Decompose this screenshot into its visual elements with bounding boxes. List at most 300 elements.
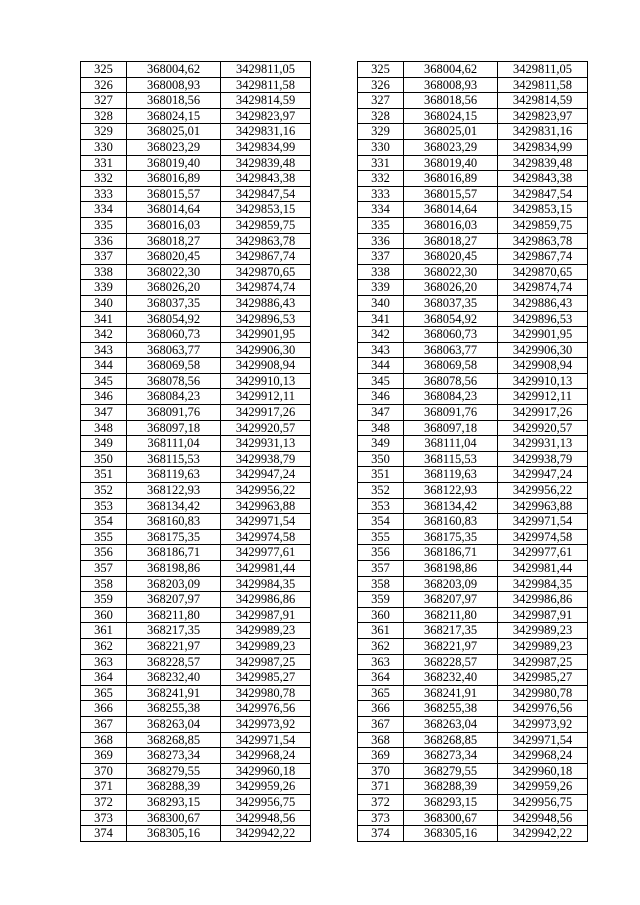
column-gap — [311, 732, 358, 748]
right-point-number-cell: 366 — [358, 701, 404, 717]
right-x-coordinate-cell: 368016,03 — [404, 217, 498, 233]
right-x-coordinate-cell: 368203,09 — [404, 576, 498, 592]
right-point-number-cell: 341 — [358, 311, 404, 327]
right-point-number-cell: 372 — [358, 794, 404, 810]
table-row — [81, 342, 588, 358]
column-gap — [311, 716, 358, 732]
left-y-coordinate-cell: 3429985,27 — [221, 670, 311, 686]
right-point-number-cell: 332 — [358, 171, 404, 187]
column-gap — [311, 654, 358, 670]
right-point-number-cell: 334 — [358, 202, 404, 218]
left-y-coordinate-cell: 3429870,65 — [221, 264, 311, 280]
right-x-coordinate-cell: 368022,30 — [404, 264, 498, 280]
right-x-coordinate-cell: 368015,57 — [404, 186, 498, 202]
table-row — [81, 701, 588, 717]
left-y-coordinate-cell: 3429931,13 — [221, 436, 311, 452]
table-row — [81, 405, 588, 421]
left-y-coordinate-cell: 3429963,88 — [221, 498, 311, 514]
left-point-number-cell: 356 — [81, 545, 127, 561]
left-y-coordinate-cell: 3429971,54 — [221, 514, 311, 530]
column-gap — [311, 794, 358, 810]
left-point-number-cell: 367 — [81, 716, 127, 732]
right-x-coordinate-cell: 368084,23 — [404, 389, 498, 405]
left-point-number-cell: 340 — [81, 295, 127, 311]
left-point-number-cell: 346 — [81, 389, 127, 405]
column-gap — [311, 139, 358, 155]
table-row — [81, 716, 588, 732]
left-x-coordinate-cell: 368069,58 — [127, 358, 221, 374]
left-x-coordinate-cell: 368026,20 — [127, 280, 221, 296]
right-x-coordinate-cell: 368025,01 — [404, 124, 498, 140]
right-y-coordinate-cell: 3429896,53 — [498, 311, 588, 327]
right-point-number-cell: 350 — [358, 451, 404, 467]
left-y-coordinate-cell: 3429908,94 — [221, 358, 311, 374]
right-x-coordinate-cell: 368018,56 — [404, 93, 498, 109]
column-gap — [311, 327, 358, 343]
right-point-number-cell: 352 — [358, 483, 404, 499]
right-y-coordinate-cell: 3429947,24 — [498, 467, 588, 483]
column-gap — [311, 373, 358, 389]
right-y-coordinate-cell: 3429971,54 — [498, 514, 588, 530]
right-x-coordinate-cell: 368023,29 — [404, 139, 498, 155]
right-x-coordinate-cell: 368221,97 — [404, 638, 498, 654]
left-y-coordinate-cell: 3429981,44 — [221, 561, 311, 577]
column-gap — [311, 62, 358, 78]
right-point-number-cell: 325 — [358, 62, 404, 78]
column-gap — [311, 763, 358, 779]
left-x-coordinate-cell: 368025,01 — [127, 124, 221, 140]
left-x-coordinate-cell: 368054,92 — [127, 311, 221, 327]
left-point-number-cell: 365 — [81, 685, 127, 701]
right-y-coordinate-cell: 3429977,61 — [498, 545, 588, 561]
left-y-coordinate-cell: 3429947,24 — [221, 467, 311, 483]
table-row — [81, 62, 588, 78]
right-x-coordinate-cell: 368268,85 — [404, 732, 498, 748]
left-x-coordinate-cell: 368014,64 — [127, 202, 221, 218]
left-point-number-cell: 334 — [81, 202, 127, 218]
right-x-coordinate-cell: 368014,64 — [404, 202, 498, 218]
left-x-coordinate-cell: 368305,16 — [127, 826, 221, 842]
left-y-coordinate-cell: 3429948,56 — [221, 810, 311, 826]
left-x-coordinate-cell: 368119,63 — [127, 467, 221, 483]
right-y-coordinate-cell: 3429843,38 — [498, 171, 588, 187]
right-point-number-cell: 337 — [358, 249, 404, 265]
right-x-coordinate-cell: 368037,35 — [404, 295, 498, 311]
left-y-coordinate-cell: 3429906,30 — [221, 342, 311, 358]
column-gap — [311, 264, 358, 280]
left-x-coordinate-cell: 368134,42 — [127, 498, 221, 514]
right-x-coordinate-cell: 368175,35 — [404, 529, 498, 545]
left-x-coordinate-cell: 368203,09 — [127, 576, 221, 592]
right-x-coordinate-cell: 368288,39 — [404, 779, 498, 795]
left-point-number-cell: 358 — [81, 576, 127, 592]
right-y-coordinate-cell: 3429863,78 — [498, 233, 588, 249]
column-gap — [311, 638, 358, 654]
left-point-number-cell: 329 — [81, 124, 127, 140]
left-x-coordinate-cell: 368273,34 — [127, 748, 221, 764]
table-row — [81, 685, 588, 701]
right-y-coordinate-cell: 3429948,56 — [498, 810, 588, 826]
right-y-coordinate-cell: 3429974,58 — [498, 529, 588, 545]
left-x-coordinate-cell: 368241,91 — [127, 685, 221, 701]
left-y-coordinate-cell: 3429823,97 — [221, 108, 311, 124]
right-point-number-cell: 354 — [358, 514, 404, 530]
right-y-coordinate-cell: 3429938,79 — [498, 451, 588, 467]
right-x-coordinate-cell: 368026,20 — [404, 280, 498, 296]
left-point-number-cell: 327 — [81, 93, 127, 109]
right-y-coordinate-cell: 3429920,57 — [498, 420, 588, 436]
table-row — [81, 93, 588, 109]
column-gap — [311, 77, 358, 93]
right-point-number-cell: 327 — [358, 93, 404, 109]
left-point-number-cell: 350 — [81, 451, 127, 467]
right-point-number-cell: 353 — [358, 498, 404, 514]
table-row — [81, 592, 588, 608]
left-x-coordinate-cell: 368288,39 — [127, 779, 221, 795]
right-point-number-cell: 346 — [358, 389, 404, 405]
left-y-coordinate-cell: 3429984,35 — [221, 576, 311, 592]
left-x-coordinate-cell: 368268,85 — [127, 732, 221, 748]
right-point-number-cell: 335 — [358, 217, 404, 233]
right-y-coordinate-cell: 3429831,16 — [498, 124, 588, 140]
right-y-coordinate-cell: 3429959,26 — [498, 779, 588, 795]
right-point-number-cell: 363 — [358, 654, 404, 670]
left-y-coordinate-cell: 3429956,22 — [221, 483, 311, 499]
column-gap — [311, 233, 358, 249]
left-y-coordinate-cell: 3429811,05 — [221, 62, 311, 78]
left-y-coordinate-cell: 3429976,56 — [221, 701, 311, 717]
right-point-number-cell: 365 — [358, 685, 404, 701]
left-y-coordinate-cell: 3429811,58 — [221, 77, 311, 93]
left-y-coordinate-cell: 3429853,15 — [221, 202, 311, 218]
right-point-number-cell: 338 — [358, 264, 404, 280]
column-gap — [311, 342, 358, 358]
left-x-coordinate-cell: 368018,56 — [127, 93, 221, 109]
table-row — [81, 436, 588, 452]
right-point-number-cell: 358 — [358, 576, 404, 592]
column-gap — [311, 171, 358, 187]
right-y-coordinate-cell: 3429963,88 — [498, 498, 588, 514]
left-x-coordinate-cell: 368020,45 — [127, 249, 221, 265]
right-point-number-cell: 331 — [358, 155, 404, 171]
table-row — [81, 389, 588, 405]
right-x-coordinate-cell: 368228,57 — [404, 654, 498, 670]
left-point-number-cell: 328 — [81, 108, 127, 124]
right-y-coordinate-cell: 3429960,18 — [498, 763, 588, 779]
left-x-coordinate-cell: 368115,53 — [127, 451, 221, 467]
table-row — [81, 514, 588, 530]
right-point-number-cell: 361 — [358, 623, 404, 639]
left-x-coordinate-cell: 368022,30 — [127, 264, 221, 280]
column-gap — [311, 623, 358, 639]
column-gap — [311, 826, 358, 842]
right-y-coordinate-cell: 3429834,99 — [498, 139, 588, 155]
left-point-number-cell: 370 — [81, 763, 127, 779]
left-y-coordinate-cell: 3429942,22 — [221, 826, 311, 842]
left-x-coordinate-cell: 368084,23 — [127, 389, 221, 405]
column-gap — [311, 483, 358, 499]
left-y-coordinate-cell: 3429973,92 — [221, 716, 311, 732]
left-point-number-cell: 347 — [81, 405, 127, 421]
table-row — [81, 171, 588, 187]
table-row — [81, 358, 588, 374]
right-point-number-cell: 357 — [358, 561, 404, 577]
left-y-coordinate-cell: 3429839,48 — [221, 155, 311, 171]
table-row — [81, 638, 588, 654]
column-gap — [311, 545, 358, 561]
left-x-coordinate-cell: 368111,04 — [127, 436, 221, 452]
table-row — [81, 654, 588, 670]
right-y-coordinate-cell: 3429917,26 — [498, 405, 588, 421]
right-x-coordinate-cell: 368060,73 — [404, 327, 498, 343]
left-x-coordinate-cell: 368023,29 — [127, 139, 221, 155]
left-point-number-cell: 361 — [81, 623, 127, 639]
column-gap — [311, 249, 358, 265]
table-row — [81, 545, 588, 561]
column-gap — [311, 701, 358, 717]
right-y-coordinate-cell: 3429906,30 — [498, 342, 588, 358]
table-row — [81, 467, 588, 483]
right-y-coordinate-cell: 3429987,91 — [498, 607, 588, 623]
left-point-number-cell: 339 — [81, 280, 127, 296]
left-x-coordinate-cell: 368015,57 — [127, 186, 221, 202]
left-point-number-cell: 373 — [81, 810, 127, 826]
right-y-coordinate-cell: 3429971,54 — [498, 732, 588, 748]
left-y-coordinate-cell: 3429863,78 — [221, 233, 311, 249]
right-point-number-cell: 343 — [358, 342, 404, 358]
left-y-coordinate-cell: 3429987,91 — [221, 607, 311, 623]
right-point-number-cell: 349 — [358, 436, 404, 452]
right-x-coordinate-cell: 368078,56 — [404, 373, 498, 389]
left-y-coordinate-cell: 3429867,74 — [221, 249, 311, 265]
right-x-coordinate-cell: 368186,71 — [404, 545, 498, 561]
right-y-coordinate-cell: 3429847,54 — [498, 186, 588, 202]
coordinates-table — [80, 61, 588, 842]
left-y-coordinate-cell: 3429901,95 — [221, 327, 311, 343]
right-x-coordinate-cell: 368279,55 — [404, 763, 498, 779]
column-gap — [311, 186, 358, 202]
column-gap — [311, 124, 358, 140]
right-point-number-cell: 342 — [358, 327, 404, 343]
column-gap — [311, 451, 358, 467]
table-row — [81, 529, 588, 545]
right-x-coordinate-cell: 368207,97 — [404, 592, 498, 608]
column-gap — [311, 514, 358, 530]
right-point-number-cell: 351 — [358, 467, 404, 483]
left-point-number-cell: 342 — [81, 327, 127, 343]
left-point-number-cell: 360 — [81, 607, 127, 623]
left-point-number-cell: 372 — [81, 794, 127, 810]
right-point-number-cell: 367 — [358, 716, 404, 732]
column-gap — [311, 670, 358, 686]
left-point-number-cell: 353 — [81, 498, 127, 514]
right-x-coordinate-cell: 368020,45 — [404, 249, 498, 265]
left-y-coordinate-cell: 3429989,23 — [221, 623, 311, 639]
left-x-coordinate-cell: 368221,97 — [127, 638, 221, 654]
right-x-coordinate-cell: 368024,15 — [404, 108, 498, 124]
left-point-number-cell: 364 — [81, 670, 127, 686]
right-y-coordinate-cell: 3429931,13 — [498, 436, 588, 452]
left-point-number-cell: 325 — [81, 62, 127, 78]
right-point-number-cell: 333 — [358, 186, 404, 202]
right-y-coordinate-cell: 3429989,23 — [498, 623, 588, 639]
right-point-number-cell: 373 — [358, 810, 404, 826]
right-point-number-cell: 368 — [358, 732, 404, 748]
table-row — [81, 202, 588, 218]
column-gap — [311, 607, 358, 623]
column-gap — [311, 779, 358, 795]
right-x-coordinate-cell: 368134,42 — [404, 498, 498, 514]
right-point-number-cell: 330 — [358, 139, 404, 155]
left-y-coordinate-cell: 3429974,58 — [221, 529, 311, 545]
left-point-number-cell: 359 — [81, 592, 127, 608]
right-x-coordinate-cell: 368111,04 — [404, 436, 498, 452]
left-point-number-cell: 331 — [81, 155, 127, 171]
table-row — [81, 576, 588, 592]
table-row — [81, 233, 588, 249]
right-point-number-cell: 364 — [358, 670, 404, 686]
left-x-coordinate-cell: 368091,76 — [127, 405, 221, 421]
left-point-number-cell: 333 — [81, 186, 127, 202]
left-x-coordinate-cell: 368198,86 — [127, 561, 221, 577]
right-x-coordinate-cell: 368211,80 — [404, 607, 498, 623]
left-x-coordinate-cell: 368004,62 — [127, 62, 221, 78]
column-gap — [311, 467, 358, 483]
right-y-coordinate-cell: 3429984,35 — [498, 576, 588, 592]
left-x-coordinate-cell: 368018,27 — [127, 233, 221, 249]
table-row — [81, 264, 588, 280]
left-point-number-cell: 330 — [81, 139, 127, 155]
left-y-coordinate-cell: 3429917,26 — [221, 405, 311, 421]
right-x-coordinate-cell: 368091,76 — [404, 405, 498, 421]
right-y-coordinate-cell: 3429956,75 — [498, 794, 588, 810]
left-y-coordinate-cell: 3429874,74 — [221, 280, 311, 296]
left-x-coordinate-cell: 368008,93 — [127, 77, 221, 93]
left-point-number-cell: 341 — [81, 311, 127, 327]
column-gap — [311, 358, 358, 374]
right-point-number-cell: 355 — [358, 529, 404, 545]
right-point-number-cell: 336 — [358, 233, 404, 249]
left-point-number-cell: 368 — [81, 732, 127, 748]
table-row — [81, 186, 588, 202]
left-point-number-cell: 338 — [81, 264, 127, 280]
left-point-number-cell: 336 — [81, 233, 127, 249]
left-point-number-cell: 326 — [81, 77, 127, 93]
right-x-coordinate-cell: 368198,86 — [404, 561, 498, 577]
left-y-coordinate-cell: 3429912,11 — [221, 389, 311, 405]
table-row — [81, 451, 588, 467]
left-y-coordinate-cell: 3429987,25 — [221, 654, 311, 670]
left-point-number-cell: 335 — [81, 217, 127, 233]
left-y-coordinate-cell: 3429886,43 — [221, 295, 311, 311]
left-point-number-cell: 332 — [81, 171, 127, 187]
right-x-coordinate-cell: 368119,63 — [404, 467, 498, 483]
left-point-number-cell: 344 — [81, 358, 127, 374]
table-row — [81, 217, 588, 233]
right-x-coordinate-cell: 368069,58 — [404, 358, 498, 374]
left-x-coordinate-cell: 368078,56 — [127, 373, 221, 389]
left-point-number-cell: 363 — [81, 654, 127, 670]
column-gap — [311, 202, 358, 218]
right-x-coordinate-cell: 368004,62 — [404, 62, 498, 78]
column-gap — [311, 389, 358, 405]
right-y-coordinate-cell: 3429874,74 — [498, 280, 588, 296]
right-point-number-cell: 356 — [358, 545, 404, 561]
left-y-coordinate-cell: 3429959,26 — [221, 779, 311, 795]
left-y-coordinate-cell: 3429986,86 — [221, 592, 311, 608]
column-gap — [311, 405, 358, 421]
left-y-coordinate-cell: 3429980,78 — [221, 685, 311, 701]
left-point-number-cell: 357 — [81, 561, 127, 577]
right-y-coordinate-cell: 3429811,05 — [498, 62, 588, 78]
left-y-coordinate-cell: 3429989,23 — [221, 638, 311, 654]
left-point-number-cell: 352 — [81, 483, 127, 499]
table-row — [81, 779, 588, 795]
column-gap — [311, 576, 358, 592]
right-point-number-cell: 339 — [358, 280, 404, 296]
left-x-coordinate-cell: 368263,04 — [127, 716, 221, 732]
coordinates-table-body — [81, 62, 588, 842]
column-gap — [311, 685, 358, 701]
right-y-coordinate-cell: 3429976,56 — [498, 701, 588, 717]
table-row — [81, 670, 588, 686]
left-x-coordinate-cell: 368279,55 — [127, 763, 221, 779]
left-x-coordinate-cell: 368293,15 — [127, 794, 221, 810]
left-y-coordinate-cell: 3429896,53 — [221, 311, 311, 327]
left-x-coordinate-cell: 368024,15 — [127, 108, 221, 124]
table-row — [81, 763, 588, 779]
column-gap — [311, 810, 358, 826]
right-x-coordinate-cell: 368018,27 — [404, 233, 498, 249]
right-x-coordinate-cell: 368241,91 — [404, 685, 498, 701]
right-y-coordinate-cell: 3429814,59 — [498, 93, 588, 109]
table-row — [81, 607, 588, 623]
column-gap — [311, 561, 358, 577]
right-x-coordinate-cell: 368300,67 — [404, 810, 498, 826]
left-y-coordinate-cell: 3429960,18 — [221, 763, 311, 779]
right-y-coordinate-cell: 3429811,58 — [498, 77, 588, 93]
column-gap — [311, 93, 358, 109]
table-row — [81, 826, 588, 842]
right-y-coordinate-cell: 3429823,97 — [498, 108, 588, 124]
right-point-number-cell: 344 — [358, 358, 404, 374]
left-y-coordinate-cell: 3429938,79 — [221, 451, 311, 467]
table-row — [81, 420, 588, 436]
table-row — [81, 155, 588, 171]
left-y-coordinate-cell: 3429971,54 — [221, 732, 311, 748]
right-x-coordinate-cell: 368305,16 — [404, 826, 498, 842]
left-x-coordinate-cell: 368016,89 — [127, 171, 221, 187]
right-x-coordinate-cell: 368054,92 — [404, 311, 498, 327]
table-row — [81, 124, 588, 140]
table-row — [81, 483, 588, 499]
column-gap — [311, 436, 358, 452]
left-x-coordinate-cell: 368255,38 — [127, 701, 221, 717]
table-row — [81, 77, 588, 93]
table-row — [81, 561, 588, 577]
left-y-coordinate-cell: 3429843,38 — [221, 171, 311, 187]
right-y-coordinate-cell: 3429986,86 — [498, 592, 588, 608]
left-point-number-cell: 369 — [81, 748, 127, 764]
left-y-coordinate-cell: 3429910,13 — [221, 373, 311, 389]
left-x-coordinate-cell: 368211,80 — [127, 607, 221, 623]
left-x-coordinate-cell: 368097,18 — [127, 420, 221, 436]
left-point-number-cell: 354 — [81, 514, 127, 530]
left-point-number-cell: 374 — [81, 826, 127, 842]
left-y-coordinate-cell: 3429968,24 — [221, 748, 311, 764]
left-point-number-cell: 355 — [81, 529, 127, 545]
right-point-number-cell: 374 — [358, 826, 404, 842]
